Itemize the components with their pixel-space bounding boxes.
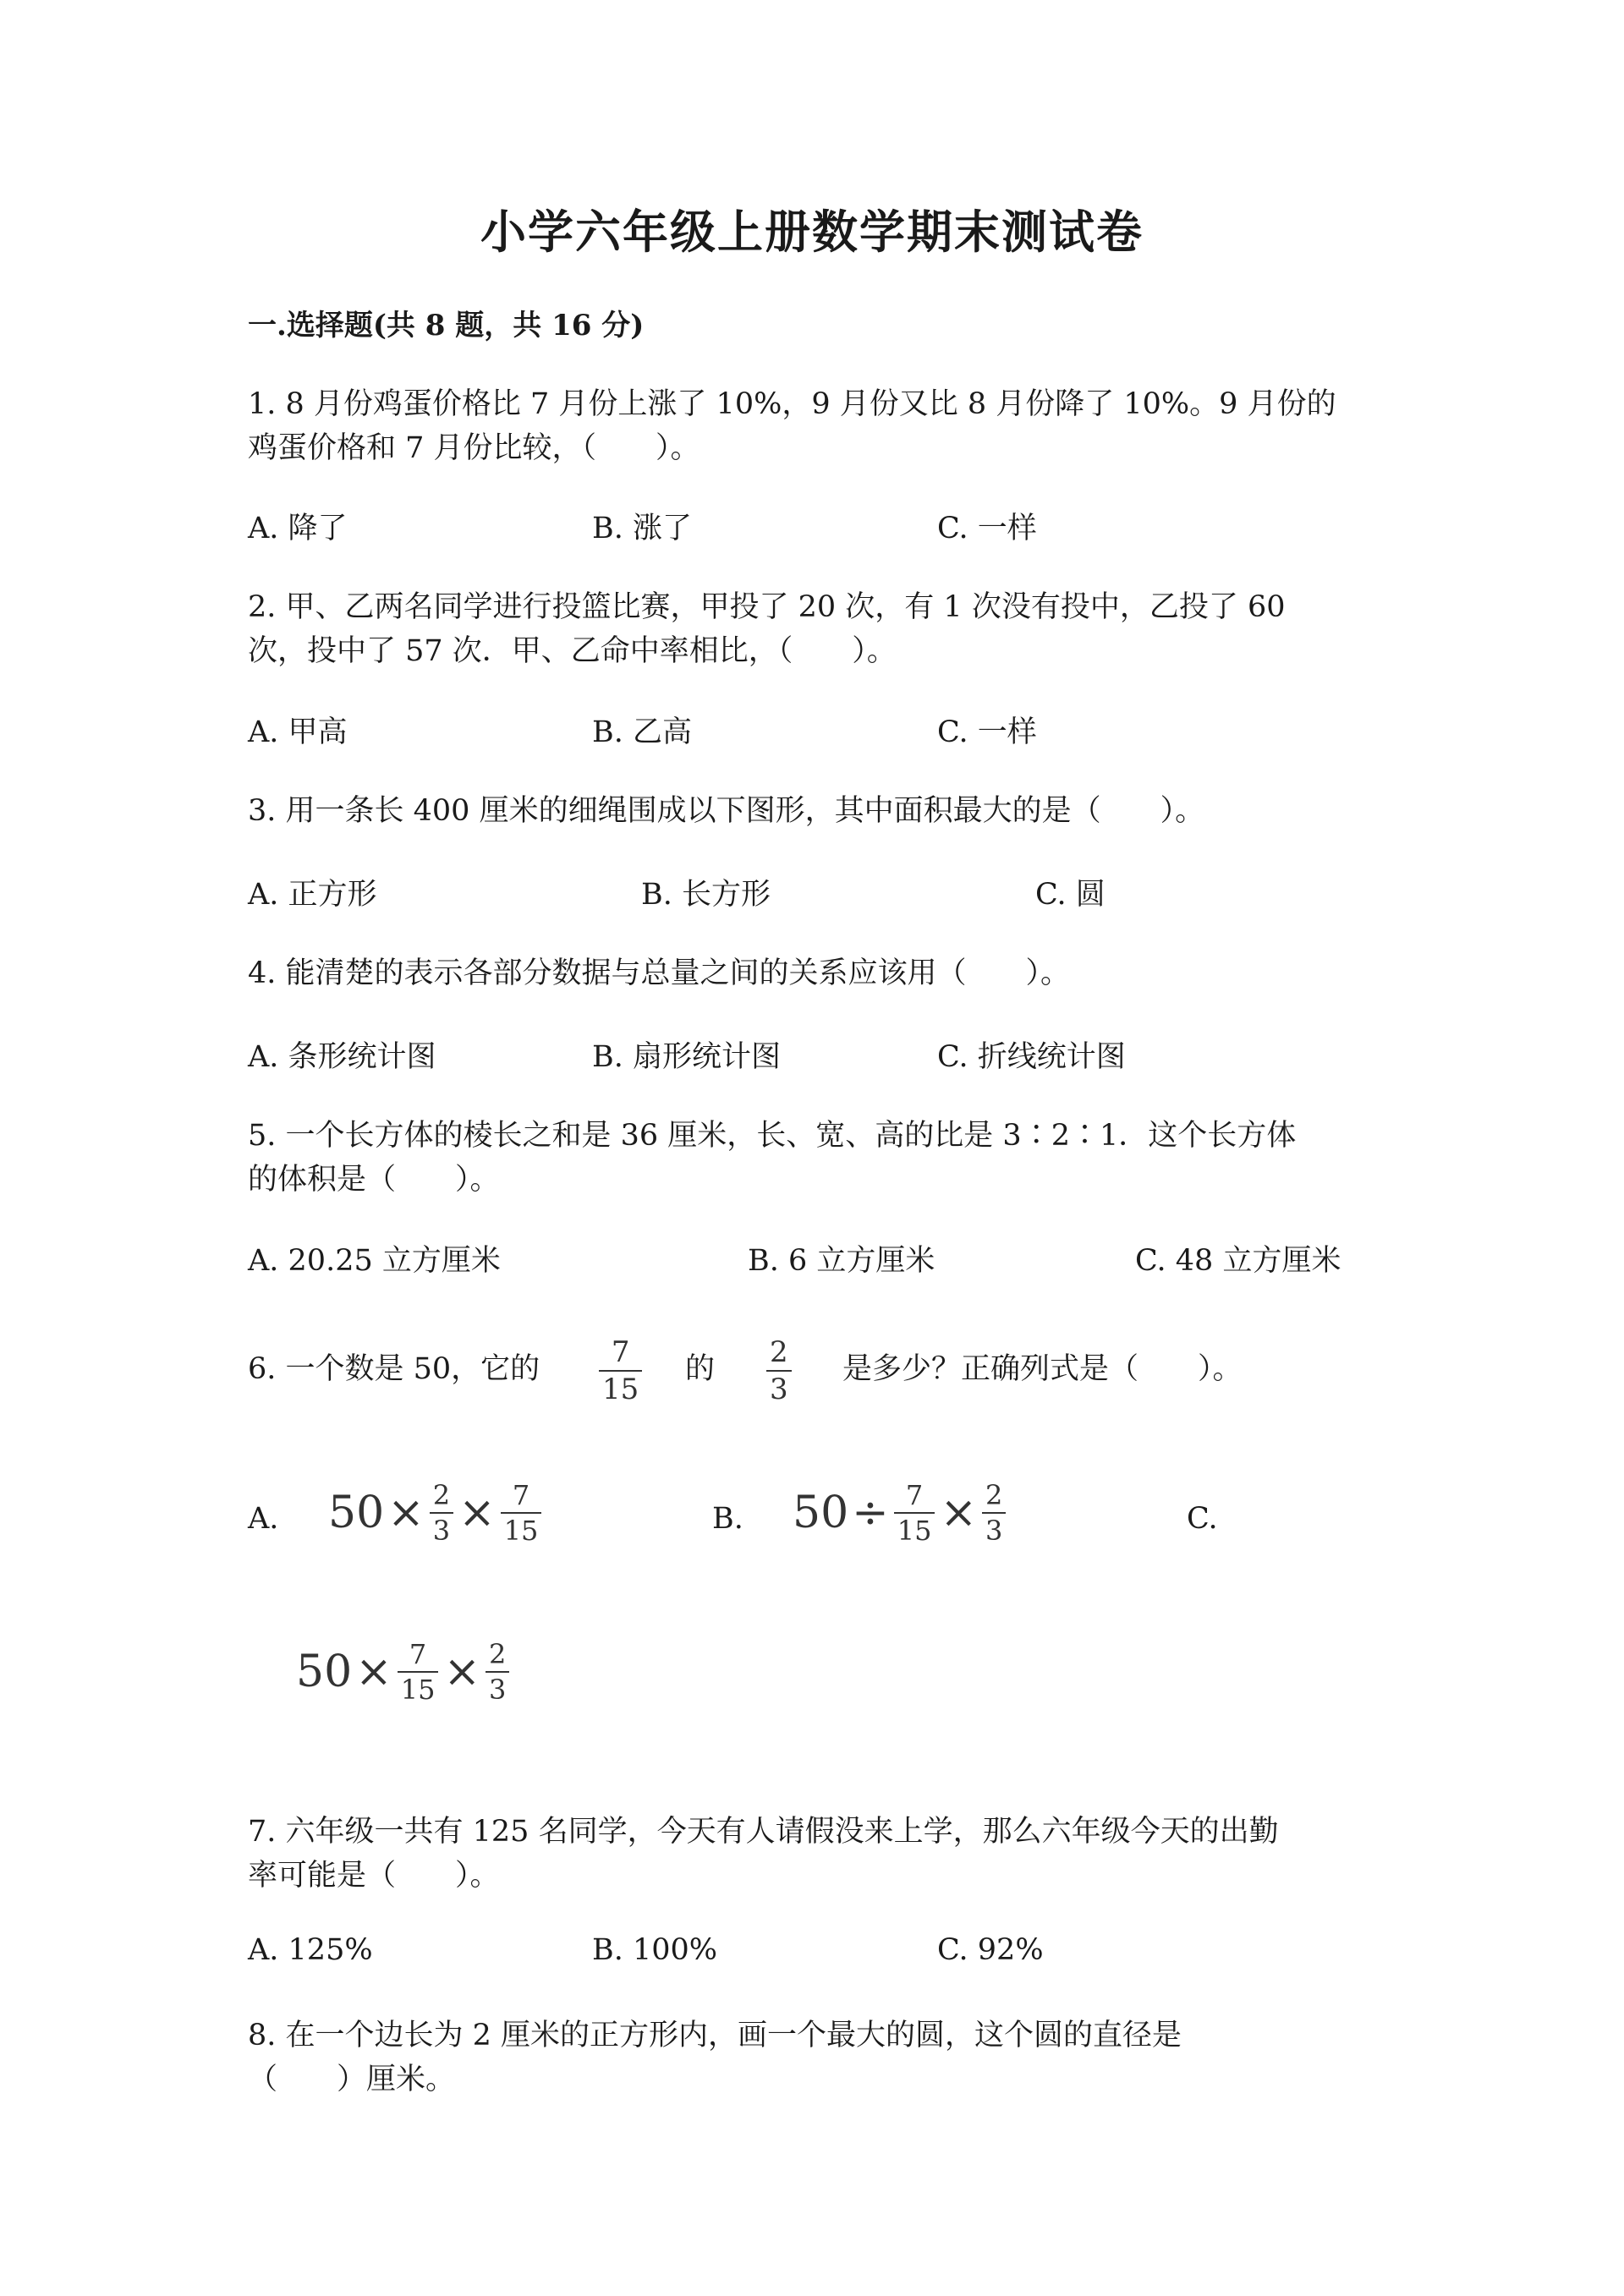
question-3-option-c: C. 圆 bbox=[1035, 878, 1106, 912]
question-6-option-b: B. bbox=[712, 1502, 743, 1536]
question-3-option-b: B. 长方形 bbox=[641, 878, 771, 912]
question-7-option-b: B. 100% bbox=[592, 1933, 718, 1967]
question-1-option-c: C. 一样 bbox=[937, 512, 1037, 545]
question-7-option-a: A. 125% bbox=[248, 1933, 373, 1967]
expr-operator: × bbox=[443, 1647, 481, 1697]
question-6-option-a: A. bbox=[248, 1502, 279, 1536]
question-6-option-b-expression bbox=[793, 1479, 1007, 1547]
question-6-option-c-expression bbox=[296, 1638, 511, 1706]
question-5-option-c: C. 48 立方厘米 bbox=[1135, 1244, 1341, 1278]
question-4-option-a: A. 条形统计图 bbox=[248, 1040, 436, 1074]
question-7-line-1: 7. 六年级一共有 125 名同学，今天有人请假没来上学，那么六年级今天的出勤 bbox=[248, 1815, 1279, 1849]
fraction-denominator: 15 bbox=[501, 1512, 542, 1544]
question-5-option-a: A. 20.25 立方厘米 bbox=[248, 1244, 501, 1278]
question-1-text bbox=[248, 382, 1336, 470]
question-2-line-2: 次，投中了 57 次．甲、乙命中率相比，（ ）。 bbox=[248, 634, 897, 668]
expr-fraction bbox=[430, 1479, 453, 1547]
expr-number: 50 bbox=[296, 1647, 353, 1697]
question-2-text bbox=[248, 585, 1286, 673]
fraction-numerator: 2 bbox=[985, 1479, 1003, 1511]
expr-operator: × bbox=[940, 1488, 978, 1538]
fraction-numerator: 2 bbox=[489, 1638, 507, 1670]
expr-fraction bbox=[398, 1638, 439, 1706]
fraction-numerator: 2 bbox=[432, 1479, 451, 1511]
question-1-line-2: 鸡蛋价格和 7 月份比较，（ ）。 bbox=[248, 431, 700, 465]
expr-number: 50 bbox=[328, 1488, 385, 1538]
question-5-text bbox=[248, 1114, 1296, 1202]
expr-fraction bbox=[894, 1479, 935, 1547]
fraction-numerator: 7 bbox=[409, 1638, 427, 1670]
fraction-numerator: 7 bbox=[905, 1479, 924, 1511]
fraction bbox=[766, 1335, 792, 1406]
fraction-numerator: 2 bbox=[770, 1335, 788, 1369]
fraction-denominator: 15 bbox=[599, 1370, 642, 1404]
question-6-part-2: 的 bbox=[685, 1352, 716, 1386]
question-6-part-1: 6. 一个数是 50，它的 bbox=[248, 1352, 540, 1386]
question-2-option-a: A. 甲高 bbox=[248, 715, 348, 749]
expr-operator: × bbox=[387, 1488, 425, 1538]
expr-fraction bbox=[982, 1479, 1006, 1547]
question-7-text bbox=[248, 1810, 1279, 1898]
question-6-fraction-2 bbox=[766, 1335, 792, 1406]
fraction-denominator: 3 bbox=[766, 1370, 792, 1404]
question-4-text: 4. 能清楚的表示各部分数据与总量之间的关系应该用（ ）。 bbox=[248, 956, 1071, 990]
question-4-option-b: B. 扇形统计图 bbox=[592, 1040, 781, 1074]
question-2-option-c: C. 一样 bbox=[937, 715, 1037, 749]
question-6-option-a-expression bbox=[328, 1479, 543, 1547]
question-8-line-2: （ ）厘米。 bbox=[248, 2063, 456, 2096]
question-2-option-b: B. 乙高 bbox=[592, 715, 692, 749]
fraction-denominator: 3 bbox=[982, 1512, 1006, 1544]
question-2-line-1: 2. 甲、乙两名同学进行投篮比赛，甲投了 20 次，有 1 次没有投中，乙投了 60 bbox=[248, 590, 1286, 624]
question-3-text: 3. 用一条长 400 厘米的细绳围成以下图形，其中面积最大的是（ ）。 bbox=[248, 794, 1205, 828]
fraction-numerator: 7 bbox=[611, 1335, 630, 1369]
fraction bbox=[599, 1335, 642, 1406]
fraction-numerator: 7 bbox=[512, 1479, 530, 1511]
question-1-line-1: 1. 8 月份鸡蛋价格比 7 月份上涨了 10%，9 月份又比 8 月份降了 10%。9 月份的 bbox=[248, 387, 1336, 421]
question-1-option-b: B. 涨了 bbox=[592, 512, 692, 545]
question-8-line-1: 8. 在一个边长为 2 厘米的正方形内，画一个最大的圆，这个圆的直径是 bbox=[248, 2019, 1182, 2052]
question-5-line-1: 5. 一个长方体的棱长之和是 36 厘米，长、宽、高的比是 3∶2∶1．这个长方体 bbox=[248, 1119, 1297, 1153]
question-5-line-2: 的体积是（ ）。 bbox=[248, 1163, 500, 1197]
question-3-option-a: A. 正方形 bbox=[248, 878, 377, 912]
expr-number: 50 bbox=[793, 1488, 849, 1538]
question-6-fraction-1 bbox=[599, 1335, 642, 1406]
expr-fraction bbox=[501, 1479, 542, 1547]
expr-operator: × bbox=[458, 1488, 496, 1538]
question-5-option-b: B. 6 立方厘米 bbox=[748, 1244, 935, 1278]
fraction-denominator: 15 bbox=[398, 1671, 439, 1703]
expr-operator: × bbox=[355, 1647, 392, 1697]
question-8-text bbox=[248, 2014, 1182, 2101]
question-6-part-3: 是多少？正确列式是（ ）。 bbox=[842, 1352, 1243, 1386]
fraction-denominator: 3 bbox=[486, 1671, 509, 1703]
question-1-option-a: A. 降了 bbox=[248, 512, 348, 545]
fraction-denominator: 3 bbox=[430, 1512, 453, 1544]
question-6-option-c: C. bbox=[1187, 1502, 1218, 1536]
page-title: 小学六年级上册数学期末测试卷 bbox=[480, 205, 1144, 259]
fraction-denominator: 15 bbox=[894, 1512, 935, 1544]
question-7-line-2: 率可能是（ ）。 bbox=[248, 1859, 500, 1893]
section-heading: 一.选择题(共 8 题，共 16 分) bbox=[248, 309, 645, 342]
expr-fraction bbox=[486, 1638, 509, 1706]
question-4-option-c: C. 折线统计图 bbox=[937, 1040, 1126, 1074]
question-7-option-c: C. 92% bbox=[937, 1933, 1044, 1967]
expr-operator: ÷ bbox=[852, 1488, 889, 1538]
